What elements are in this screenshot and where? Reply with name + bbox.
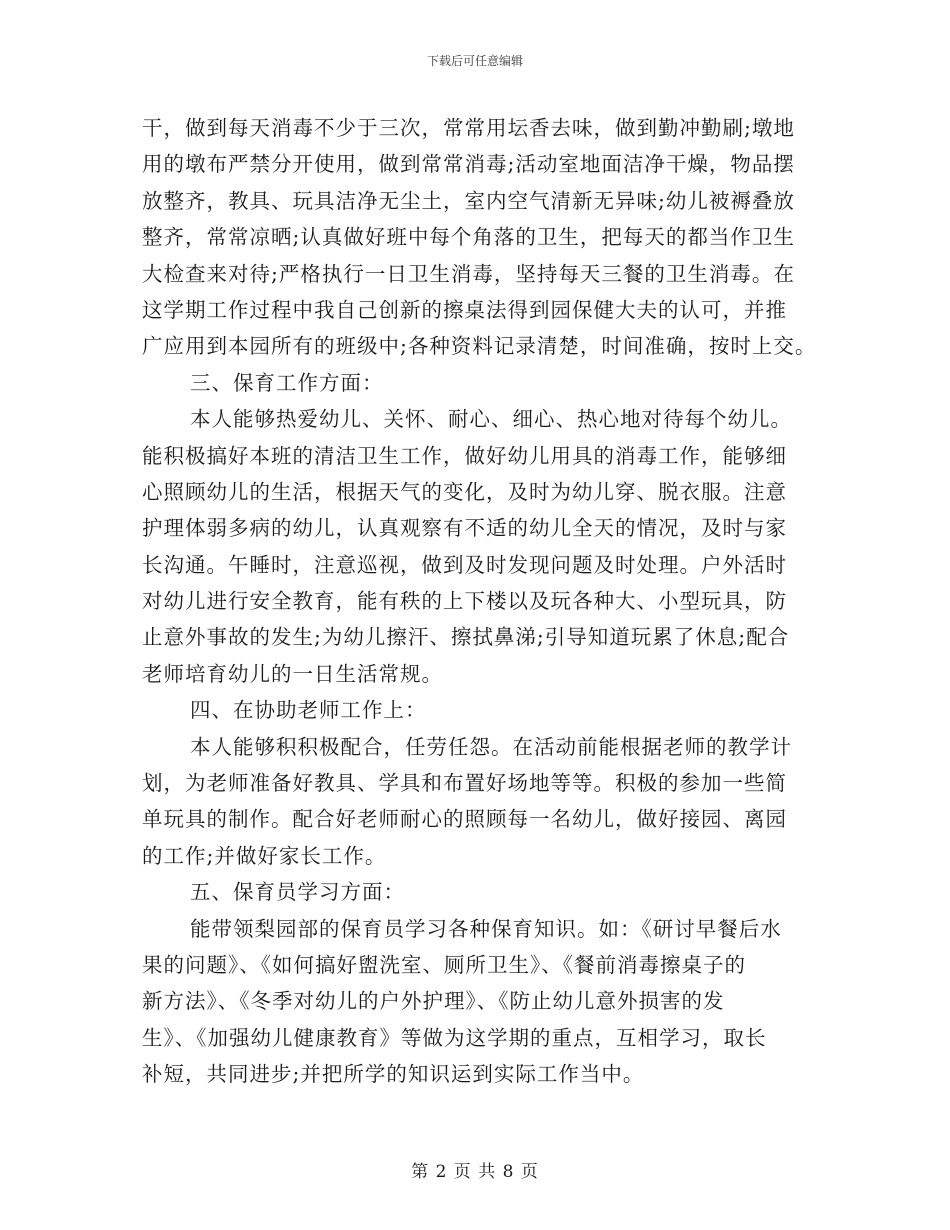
paragraph-start-line: 本人能够积积极配合，任劳任怨。在活动前能根据老师的教学计	[190, 734, 792, 759]
text-line: 对幼儿进行安全教育，能有秩的上下楼以及玩各种大、小型玩具，防	[142, 589, 787, 614]
text-line: 老师培育幼儿的一日生活常规。	[142, 661, 443, 686]
text-line: 干，做到每天消毒不少于三次，常常用坛香去味，做到勤冲勤刷;墩地	[142, 116, 795, 140]
text-line: 单玩具的制作。配合好老师耐心的照顾每一名幼儿，做好接园、离园	[142, 807, 787, 832]
text-line: 划，为老师准备好教具、学具和布置好场地等等。积极的参加一些简	[142, 771, 787, 796]
paragraph-start-line: 三、保育工作方面：	[190, 370, 384, 395]
text-line: 止意外事故的发生;为幼儿擦汗、擦拭鼻涕;引导知道玩累了休息;配合	[142, 625, 790, 650]
paragraph-start-line: 五、保育员学习方面：	[190, 880, 405, 905]
text-line: 长沟通。午睡时，注意巡视，做到及时发现问题及时处理。户外活时	[142, 552, 787, 577]
text-line: 用的墩布严禁分开使用，做到常常消毒;活动室地面洁净干燥，物品摆	[142, 152, 795, 177]
page-footer: 第 2 页 共 8 页	[411, 1162, 539, 1182]
text-line: 大检查来对待;严格执行一日卫生消毒，坚持每天三餐的卫生消毒。在	[142, 261, 795, 286]
paragraph-start-line: 能带领梨园部的保育员学习各种保育知识。如：《研讨早餐后水	[190, 916, 782, 941]
text-line: 新方法》、《冬季对幼儿的户外护理》、《防止幼儿意外损害的发	[142, 989, 725, 1014]
text-line: 生》、《加强幼儿健康教育》等做为这学期的重点，互相学习，取长	[142, 1025, 767, 1050]
text-line: 的工作;并做好家长工作。	[142, 843, 387, 868]
document-body	[142, 110, 822, 1093]
text-line: 心照顾幼儿的生活，根据天气的变化，及时为幼儿穿、脱衣服。注意	[142, 479, 787, 504]
text-line: 补短，共同进步;并把所学的知识运到实际工作当中。	[142, 1062, 645, 1087]
text-line: 整齐，常常凉晒;认真做好班中每个角落的卫生，把每天的都当作卫生	[142, 225, 795, 250]
paragraph-start-line: 本人能够热爱幼儿、关怀、耐心、细心、热心地对待每个幼儿。	[190, 407, 792, 432]
text-line: 能积极搞好本班的清洁卫生工作，做好幼儿用具的消毒工作，能够细	[142, 443, 787, 468]
page-header: 下载后可任意编辑	[426, 54, 523, 68]
paragraph-start-line: 四、在协助老师工作上：	[190, 698, 427, 723]
text-line: 护理体弱多病的幼儿，认真观察有不适的幼儿全天的情况，及时与家	[142, 516, 787, 541]
text-line: 这学期工作过程中我自己创新的擦桌法得到园保健大夫的认可，并推	[142, 297, 787, 322]
text-line: 广应用到本园所有的班级中;各种资料记录清楚，时间准确，按时上交。	[142, 334, 817, 359]
text-line: 放整齐，教具、玩具洁净无尘土，室内空气清新无异味;幼儿被褥叠放	[142, 188, 795, 213]
text-line: 果的问题》、《如何搞好盥洗室、厕所卫生》、《餐前消毒擦桌子的	[142, 952, 746, 977]
